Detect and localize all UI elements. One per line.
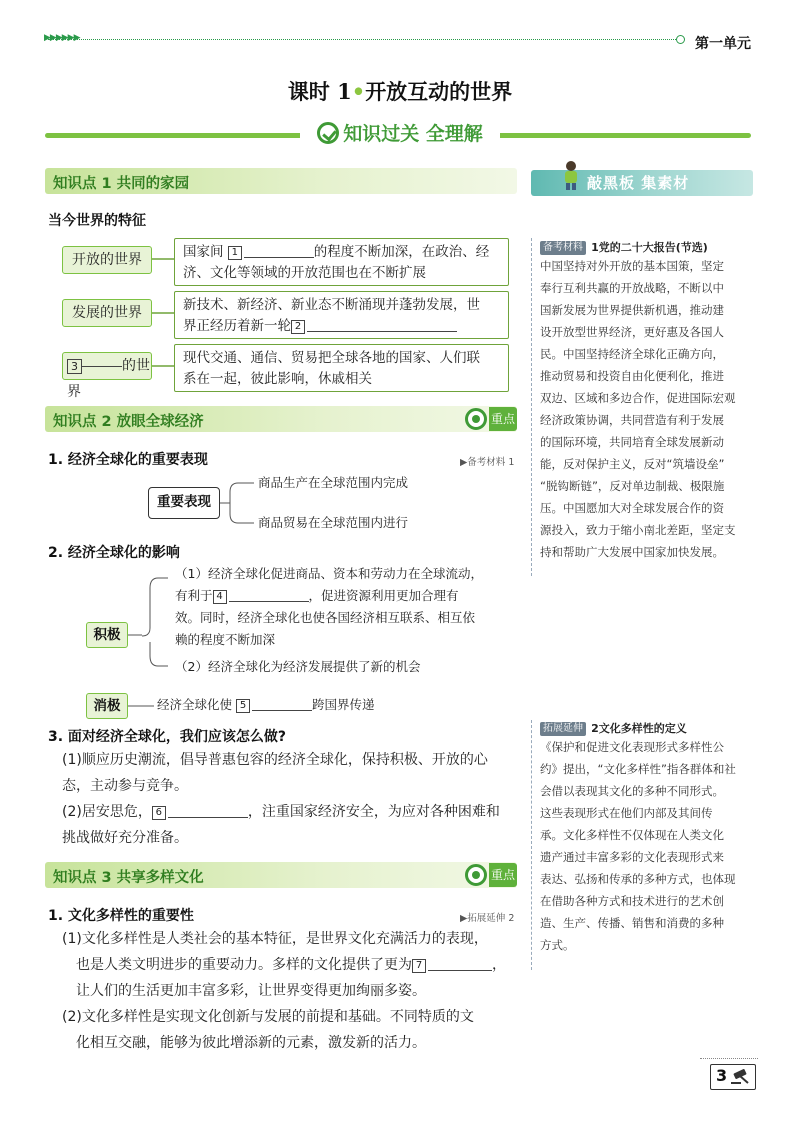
sidebar-text-line: 的国际环境，共同培育全球发展新动 [540, 435, 724, 449]
kp1-heading: 当今世界的特征 [48, 213, 146, 229]
sidebar-text-line: 在借助各种方式和技术进行的艺术创 [540, 894, 724, 908]
sidebar-divider-2 [531, 720, 532, 970]
section-banner [300, 118, 500, 150]
sidebar-text-line: 设开放型世界经济，更好惠及各国人 [540, 325, 724, 339]
blank-4-number: 4 [213, 590, 227, 604]
sidebar-text-line: 推动贸易和投资自由化便利化，推进 [540, 369, 724, 383]
s3-paragraph-1: (1)顺应历史潮流，倡导普惠包容的经济全球化，保持积极、开放的心 态，主动参与竞争。 [62, 752, 488, 794]
s1-brace [220, 478, 260, 528]
sidebar-text-line: 持和帮助广大发展中国家加快发展。 [540, 545, 724, 559]
header-arrows: ▶▶▶▶▶▶ [44, 33, 80, 43]
sidebar-text-line: 造、生产、传播、销售和消费的多种 [540, 916, 724, 930]
blank-3[interactable] [82, 354, 122, 367]
lesson-title [0, 76, 800, 106]
blank-1[interactable] [244, 245, 314, 258]
s2-brace [128, 570, 178, 670]
pill-open-world: 开放的世界 [62, 246, 152, 274]
blank-2-number: 2 [291, 320, 305, 334]
extension-2-text [540, 736, 754, 956]
s1-item-2: 商品贸易在全球范围内进行 [258, 515, 409, 530]
sidebar-text-line: 遗产通过丰富多彩的文化表现形式来 [540, 850, 724, 864]
sidebar-divider-1 [531, 238, 532, 576]
kp3-s1-ref[interactable]: ▶拓展延伸 2 [460, 913, 515, 924]
target-icon [465, 864, 487, 886]
blank-5-number: 5 [236, 699, 250, 713]
sidebar-text-line: 国新发展为世界提供新机遇，推动建 [540, 303, 724, 317]
key-label: 重点 [489, 407, 517, 431]
sidebar-text-line: 源投入，致力于缩小南北差距，坚定支 [540, 523, 736, 537]
s2-positive-1: （1）经济全球化促进商品、资本和劳动力在全球流动， 有利于 4 ，促进资源利用更加合理有 效。同时，经济全球化也使各国经济相互联系、相互依 赖的程度不断加深 [175, 566, 483, 647]
sidebar-text-line: 承。文化多样性不仅体现在人类文化 [540, 828, 724, 842]
kp2-label: 知识点 2 放眼全球经济 [53, 414, 204, 430]
sidebar-text-line: 压。中国愿加大对全球发展合作的资 [540, 501, 724, 515]
blank-1-number: 1 [228, 246, 242, 260]
kp2-key-badge [465, 407, 517, 431]
def-open-world: 国家间 1 的程度不断加深，在政治、经 济、文化等领域的开放范围也在不断扩展 [174, 238, 509, 286]
header-circle [676, 35, 685, 44]
sidebar-text-line: 经济政策协调，共同营造有利于发展 [540, 413, 724, 427]
blank-2[interactable] [307, 319, 457, 332]
sidebar-material-1: 备考材料 1党的二十大报告(节选) 中国坚持对外开放的基本国策，坚定 奉行互利共赢的开放战略，不断以中 国新发展为世界提供新机遇，推动建 设开放型世界经济，更好惠及各国人 民。中国坚持经济全球化正确方向， 推动贸易和投资自由化便利化，推进 双边、区域和多边合作，促进国际宏观 经济政策协调，共同营造有利于发展 的国际环境，共同培育全球发展新动 能，反对保护主义，反对“筑墙设垒” “脱钩断链”，反对单边制裁、极限施 压。中国愿加大对全球发展合作的资 源投入，致力于缩小南北差距，坚定支 持和帮助广大发展中国家加快发展。 [540, 236, 754, 563]
lesson-prefix: 课时 1 [287, 79, 352, 104]
def-linked-world: 现代交通、通信、贸易把全球各地的国家、人们联 系在一起，彼此影响，休戚相关 [174, 344, 509, 392]
student-figure-icon [560, 160, 582, 190]
sidebar-text-line: 《保护和促进文化表现形式多样性公 [540, 740, 724, 754]
def-developing-world: 新技术、新经济、新业态不断涌现并蓬勃发展，世 界正经历着新一轮 2 [174, 291, 509, 339]
blank-7[interactable] [428, 958, 492, 971]
sidebar-text-line: 约》提出，“文化多样性”指各群体和社 [540, 762, 736, 776]
sidebar-text-line: 能，反对保护主义，反对“筑墙设垒” [540, 457, 725, 471]
kp2-s1-heading: 1. 经济全球化的重要表现 [48, 452, 208, 468]
blank-4[interactable] [229, 589, 309, 602]
extension-title: 文化多样性的定义 [598, 722, 687, 735]
sidebar-text-line: “脱钩断链”，反对单边制裁、极限施 [540, 479, 725, 493]
extension-tag: 拓展延伸 [540, 722, 586, 736]
sidebar-text-line: 会借以表现其文化的多种不同形式。 [540, 784, 724, 798]
pill-linked-world: 3 的世界 [62, 352, 152, 380]
kp2-s3-heading: 3. 面对经济全球化，我们应该怎么做? [48, 729, 287, 745]
sidebar-extension-2: 拓展延伸 2文化多样性的定义 《保护和促进文化表现形式多样性公 约》提出，“文化多样性”指各群体和社 会借以表现其文化的多种不同形式。 这些表现形式在他们内部及其间传 承。文化多样性不仅体现在人类文化 遗产通过丰富多彩的文化表现形式来 表达、弘扬和传承的多种方式，也体现 在借助各种方式和技术进行的艺术创 造、生产、传播、销售和消费的多种 方式。 [540, 717, 754, 956]
sidebar-text-line: 中国坚持对外开放的基本国策，坚定 [540, 259, 724, 273]
banner-label: 知识过关 全理解 [343, 123, 483, 145]
kp3-s1-heading: 1. 文化多样性的重要性 [48, 908, 194, 924]
lesson-text: 开放互动的世界 [365, 79, 513, 104]
kp3-paragraph-1: (1)文化多样性是人类社会的基本特征，是世界文化充满活力的表现， 也是人类文明进步的重要动力。多样的文化提供了更为 7 ， 让人们的生活更加丰富多彩，让世界变得更加绚丽多姿。 [62, 931, 506, 999]
sidebar-text-line: 方式。 [540, 938, 575, 952]
checkmark-icon [317, 122, 339, 144]
material-1-text [540, 255, 754, 563]
node-negative: 消极 [86, 693, 128, 719]
node-important-performance: 重要表现 [148, 487, 220, 519]
blank-7-number: 7 [412, 959, 426, 973]
s2-negative: 经济全球化使 5 跨国界传递 [157, 697, 375, 712]
kp3-key-badge [465, 863, 517, 887]
gavel-icon [730, 1069, 752, 1085]
sidebar-text-line: 民。中国坚持经济全球化正确方向， [540, 347, 724, 361]
material-title: 党的二十大报告(节选) [598, 241, 708, 254]
s3-paragraph-2: (2)居安思危， 6 ，注重国家经济安全，为应对各种困难和 挑战做好充分准备。 [62, 804, 500, 846]
sidebar-text-line: 双边、区域和多边合作，促进国际宏观 [540, 391, 736, 405]
page-number: 3 [716, 1066, 728, 1085]
kp3-paragraph-2: (2)文化多样性是实现文化创新与发展的前提和基础。不同特质的文 化相互交融，能够为彼此增添新的元素，激发新的活力。 [62, 1009, 474, 1051]
sidebar-text-line: 表达、弘扬和传承的多种方式，也体现 [540, 872, 736, 886]
pill-developing-world: 发展的世界 [62, 299, 152, 327]
header-dotted-line [48, 39, 680, 40]
s2-positive-2: （2）经济全球化为经济发展提供了新的机会 [175, 659, 421, 674]
blank-6[interactable] [168, 805, 248, 818]
key-label: 重点 [489, 863, 517, 887]
material-tag: 备考材料 [540, 241, 586, 255]
node-positive: 积极 [86, 622, 128, 648]
unit-label: 第一单元 [695, 36, 751, 52]
kp2-s1-ref[interactable]: ▶备考材料 1 [460, 457, 515, 468]
kp3-label: 知识点 3 共享多样文化 [53, 870, 204, 886]
target-icon [465, 408, 487, 430]
blank-6-number: 6 [152, 806, 166, 820]
s1-item-1: 商品生产在全球范围内完成 [258, 475, 409, 490]
page-dots [700, 1058, 758, 1059]
lesson-dot: • [351, 79, 366, 104]
kp1-label: 知识点 1 共同的家园 [53, 176, 190, 192]
blank-3-number: 3 [67, 359, 82, 374]
blank-5[interactable] [252, 698, 312, 711]
sidebar-text-line: 这些表现形式在他们内部及其间传 [540, 806, 713, 820]
s2-neg-line [128, 700, 158, 712]
sidebar-text-line: 奉行互利共赢的开放战略，不断以中 [540, 281, 724, 295]
sidebar-title: 敲黑板 集素材 [587, 174, 690, 192]
kp2-s2-heading: 2. 经济全球化的影响 [48, 545, 180, 561]
